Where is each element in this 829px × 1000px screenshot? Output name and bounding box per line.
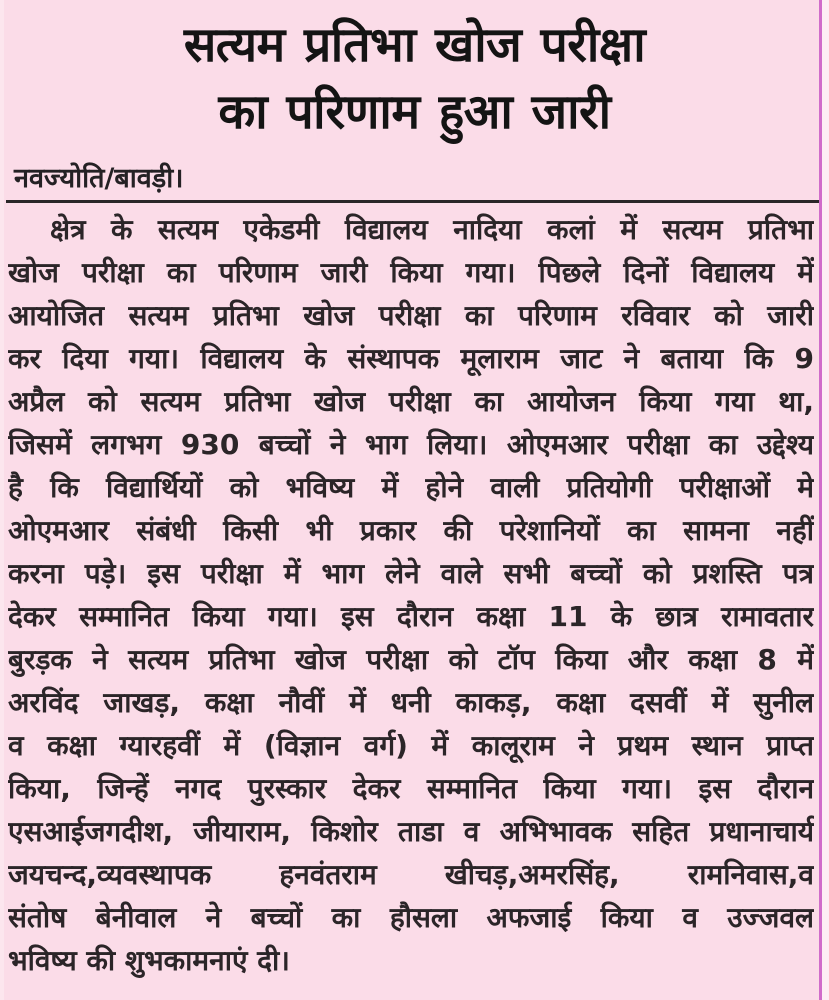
body-line: जयचन्द,व्यवस्थापक हनवंतराम खीचड़,अमरसिंह, रामनिवास,व: [8, 858, 814, 891]
right-margin-strip: [822, 0, 829, 1000]
body-line: आयोजित सत्यम प्रतिभा खोज परीक्षा का परिणाम रविवार को जारी: [8, 299, 814, 332]
body-line: कर दिया गया। विद्यालय के संस्थापक मूलाराम जाट ने बताया कि 9: [8, 342, 814, 375]
body-line: संतोष बेनीवाल ने बच्चों का हौसला अफजाई किया व उज्जवल: [8, 901, 814, 934]
byline-divider-rule: [6, 200, 819, 203]
body-line: व कक्षा ग्यारहवीं में (विज्ञान वर्ग) में कालूराम ने प्रथम स्थान प्राप्त: [8, 729, 814, 762]
body-line: भविष्य की शुभकामनाएं दी।: [8, 944, 290, 977]
body-line: किया, जिन्हें नगद पुरस्कार देकर सम्मानित किया गया। इस दौरान: [8, 772, 814, 805]
body-line: खोज परीक्षा का परिणाम जारी किया गया। पिछले दिनों विद्यालय में: [8, 256, 814, 289]
body-line: अरविंद जाखड़, कक्षा नौवीं में धनी काकड़, कक्षा दसवीं में सुनील: [8, 686, 814, 719]
headline-line-1: सत्यम प्रतिभा खोज परीक्षा: [183, 17, 646, 73]
body-line: एसआईजगदीश, जीयाराम, किशोर ताडा व अभिभावक सहित प्रधानाचार्य: [8, 815, 814, 848]
left-margin-strip: [0, 0, 4, 1000]
body-line: करना पड़े। इस परीक्षा में भाग लेने वाले सभी बच्चों को प्रशस्ति पत्र: [8, 557, 814, 590]
body-line: है कि विद्यार्थियों को भविष्य में होने वाली प्रतियोगी परीक्षाओं मे: [8, 471, 814, 504]
body-line: बुरड़क ने सत्यम प्रतिभा खोज परीक्षा को टॉप किया और कक्षा 8 में: [8, 643, 814, 676]
body-line: जिसमें लगभग 930 बच्चों ने भाग लिया। ओएमआर परीक्षा का उद्देश्य: [8, 428, 814, 461]
body-line: क्षेत्र के सत्यम एकेडमी विद्यालय नादिया कलां में सत्यम प्रतिभा: [50, 213, 814, 246]
headline: [0, 0, 829, 146]
body-line: ओएमआर संबंधी किसी भी प्रकार की परेशानियों का सामना नहीं: [8, 514, 814, 547]
headline-line-2: का परिणाम हुआ जारी: [218, 84, 611, 140]
byline: नवज्योति/बावड़ी।: [14, 163, 184, 194]
article-body: [8, 208, 814, 982]
body-line: देकर सम्मानित किया गया। इस दौरान कक्षा 11 के छात्र रामावतार: [8, 600, 814, 633]
body-line: अप्रैल को सत्यम प्रतिभा खोज परीक्षा का आयोजन किया गया था,: [8, 385, 814, 418]
